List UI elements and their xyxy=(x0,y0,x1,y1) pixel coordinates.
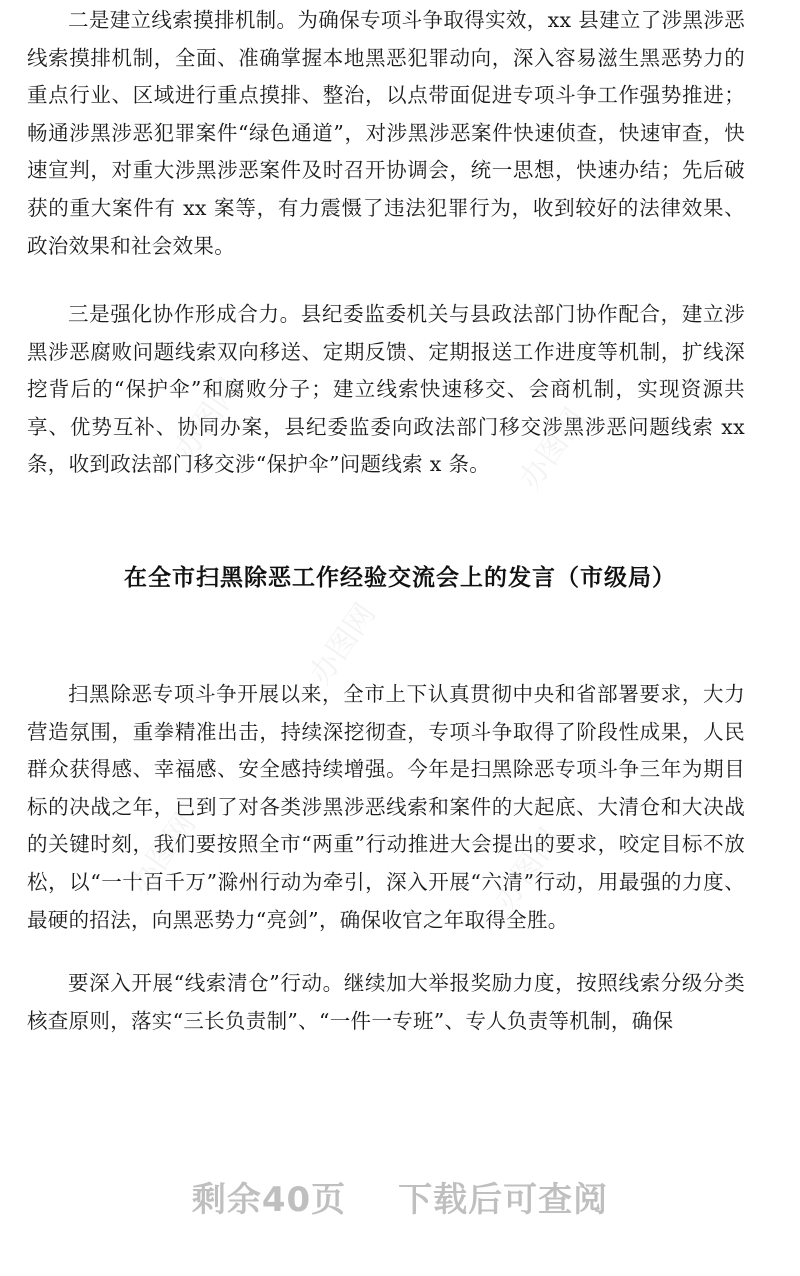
watermark: 办图网 xyxy=(167,372,249,466)
watermark: 办图网 xyxy=(512,402,594,496)
download-banner[interactable] xyxy=(0,1172,800,1228)
paragraph-cooperation: 三是强化协作形成合力。县纪委监委机关与县政法部门协作配合，建立涉黑涉恶腐败问题线索双向移送、定期反馈、定期报送工作进度等机制，扩线深挖背后的“保护伞”和腐败分子；建立线索快速移交、会商机制，实现资源共享、优势互补、协同办案，县纪委监委向政法部门移交涉黑涉恶问题线索 xx 条，收到政法部门移交涉“保护伞”问题线索 x 条。 xyxy=(27,302,745,477)
download-hint-label: 下载后可查阅 xyxy=(398,1180,609,1220)
watermark: 办图网 xyxy=(302,597,384,691)
paragraph-intro: 扫黑除恶专项斗争开展以来，全市上下认真贯彻中央和省部署要求，大力营造氛围，重拳精准出击，持续深挖彻查，专项斗争取得了阶段性成果，人民群众获得感、幸福感、安全感持续增强。今年是扫黑除恶专项斗争三年为期目标的决战之年，已到了对各类涉黑涉恶线索和案件的大起底、大清仓和大决战的关键时刻，我们要按照全市“两重”行动推进大会提出的要求，咬定目标不放松，以“一十百千万”滁州行动为牵引，深入开展“六清”行动，用最强的力度、最硬的招法，向黑恶势力“亮剑”，确保收官之年取得全胜。 xyxy=(27,682,745,932)
remaining-pages-label: 剩余40页 xyxy=(191,1180,347,1220)
paragraph-clue-screening: 二是建立线索摸排机制。为确保专项斗争取得实效，xx 县建立了涉黑涉恶线索摸排机制，全面、准确掌握本地黑恶犯罪动向，深入容易滋生黑恶势力的重点行业、区域进行重点摸排、整治，以点带面促进专项斗争工作强势推进；畅通涉黑涉恶犯罪案件“绿色通道”，对涉黑涉恶案件快速侦查，快速审查，快速宣判，对重大涉黑涉恶案件及时召开协调会，统一思想，快速办结；先后破获的重大案件有 xx 案等，有力震慑了违法犯罪行为，收到较好的法律效果、政治效果和社会效果。 xyxy=(27,8,745,258)
section-title: 在全市扫黑除恶工作经验交流会上的发言（市级局） xyxy=(124,565,676,591)
watermark: 办图网 xyxy=(487,822,569,916)
paragraph-clue-clearing: 要深入开展“线索清仓”行动。继续加大举报奖励力度，按照线索分级分类核查原则，落实“三长负责制”、“一件一专班”、专人负责等机制，确保 xyxy=(27,971,745,1033)
watermark: 办图网 xyxy=(122,807,204,901)
